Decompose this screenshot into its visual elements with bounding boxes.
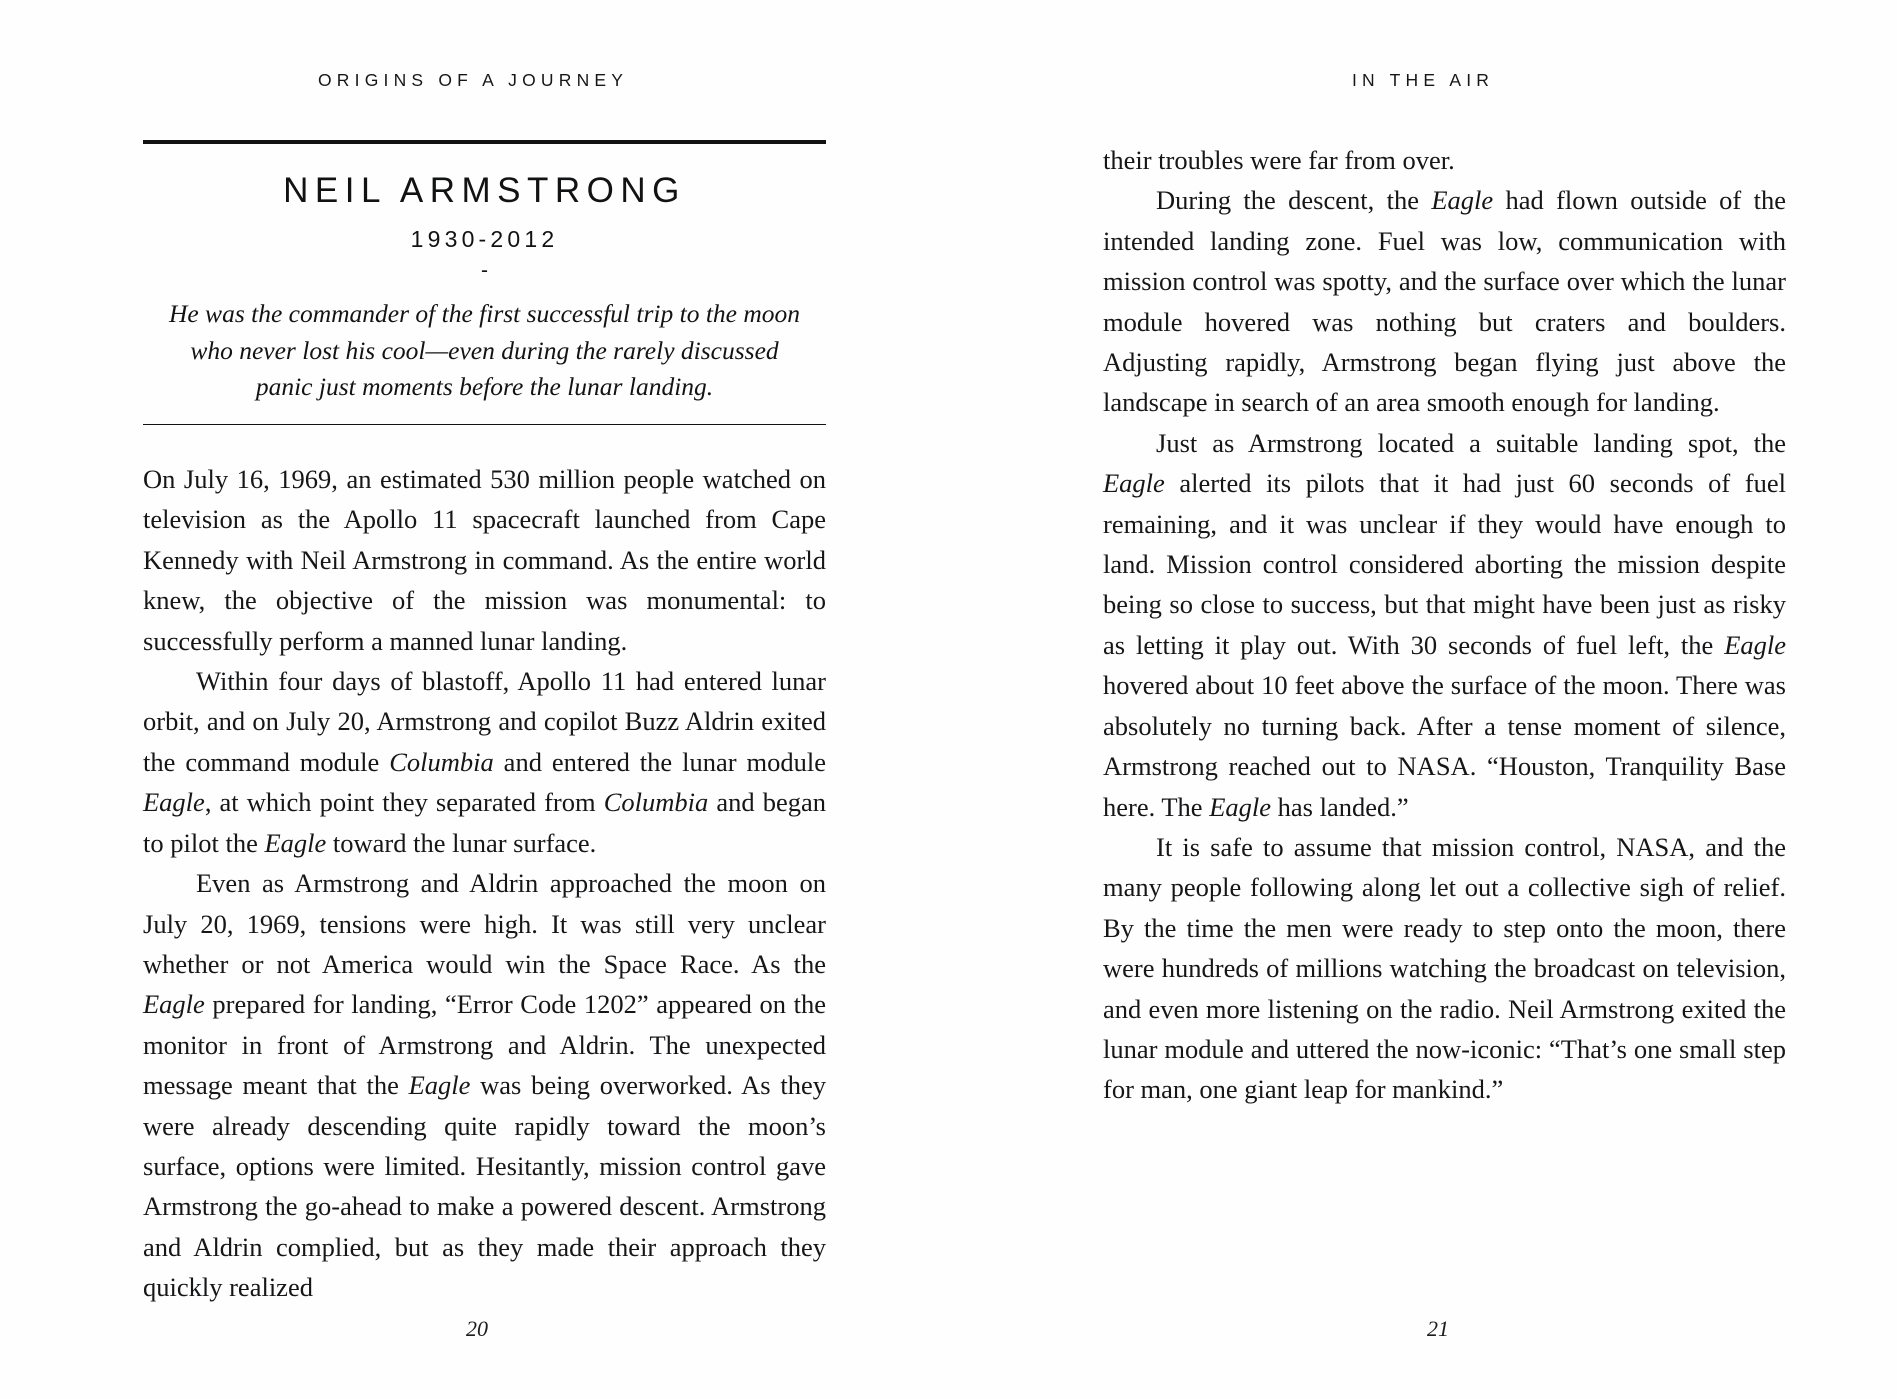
italic-term: Eagle	[264, 827, 327, 858]
person-name: NEIL ARMSTRONG	[283, 171, 686, 210]
paragraph: It is safe to assume that mission control, NASA, and the many people following along let out a collective sigh of relief. By the time the men were ready to step onto the moon, there were hundreds of millions watching the broadcast on television, and even more listening on the radio. Neil Armstrong exited the lunar module and uttered the now-iconic: “That’s one small step for man, one giant leap for mankind.”	[1103, 831, 1786, 1105]
italic-term: Eagle	[1103, 468, 1165, 499]
right-page-column	[1103, 140, 1786, 1110]
title-rule-bottom	[143, 424, 826, 425]
right-page-body	[1103, 140, 1786, 1110]
paragraph: Even as Armstrong and Aldrin approached the moon on July 20, 1969, tensions were high. It was still very unclear whether or not America would win the Space Race. As the Eagle prepared for landing, “Error Code 1202” appeared on the monitor in front of Armstrong and Aldrin. The unexpected message meant that the Eagle was being overworked. As they were already descending quite rapidly toward the moon’s surface, options were limited. Hesitantly, mission control gave Armstrong the go-ahead to make a powered descent. Armstrong and Aldrin complied, but as they made their approach they quickly realized	[143, 868, 826, 1303]
page-number-left: 20	[466, 1316, 488, 1341]
left-page-column	[143, 140, 826, 1308]
epigraph-text: He was the commander of the first successful trip to the moon who never lost his cool—even during the rarely discussed panic just moments before the lunar landing.	[168, 298, 801, 402]
italic-term: Eagle	[1209, 791, 1272, 822]
paragraph: On July 16, 1969, an estimated 530 million people watched on television as the Apollo 11 spacecraft launched from Cape Kennedy with Neil Armstrong in command. As the entire world knew, the objective of the mission was monumental: to successfully perform a manned lunar landing.	[143, 464, 826, 656]
person-life-years: 1930-2012	[410, 225, 559, 252]
paragraph: During the descent, the Eagle had flown outside of the intended landing zone. Fuel was low, communication with mission control was spotty, and the surface over which the lunar module hovered was nothing but craters and boulders. Adjusting rapidly, Armstrong began flying just above the landscape in search of an area smooth enough for landing.	[1103, 185, 1786, 418]
paragraph: Just as Armstrong located a suitable landing spot, the Eagle alerted its pilots that it had just 60 seconds of fuel remaining, and it was unclear if they would have enough to land. Mission control considered aborting the mission despite being so close to success, but that might have been just as risky as letting it play out. With 30 seconds of fuel left, the Eagle hovered about 10 feet above the surface of the moon. There was absolutely no turning back. After a tense moment of silence, Armstrong reached out to NASA. “Houston, Tranquility Base here. The Eagle has landed.”	[1103, 427, 1786, 822]
italic-term: Eagle	[143, 989, 205, 1020]
italic-term: Eagle	[1431, 185, 1494, 216]
italic-term: Eagle	[143, 787, 205, 818]
italic-term: Eagle	[408, 1070, 471, 1101]
italic-term: Eagle	[1724, 629, 1786, 660]
running-head-right: IN THE AIR	[1352, 70, 1495, 90]
left-page-body	[143, 459, 826, 1308]
paragraph: their troubles were far from over.	[1103, 145, 1455, 175]
divider-dash: -	[481, 258, 488, 282]
paragraph: Within four days of blastoff, Apollo 11 had entered lunar orbit, and on July 20, Armstrong and copilot Buzz Aldrin exited the command module Columbia and entered the lunar module Eagle, at which point they separated from Columbia and began to pilot the Eagle toward the lunar surface.	[143, 666, 826, 858]
italic-term: Columbia	[603, 787, 709, 818]
page-number-right: 21	[1427, 1316, 1449, 1341]
italic-term: Columbia	[389, 746, 494, 777]
running-head-left: ORIGINS OF A JOURNEY	[318, 70, 629, 90]
chapter-title-block	[143, 144, 826, 406]
